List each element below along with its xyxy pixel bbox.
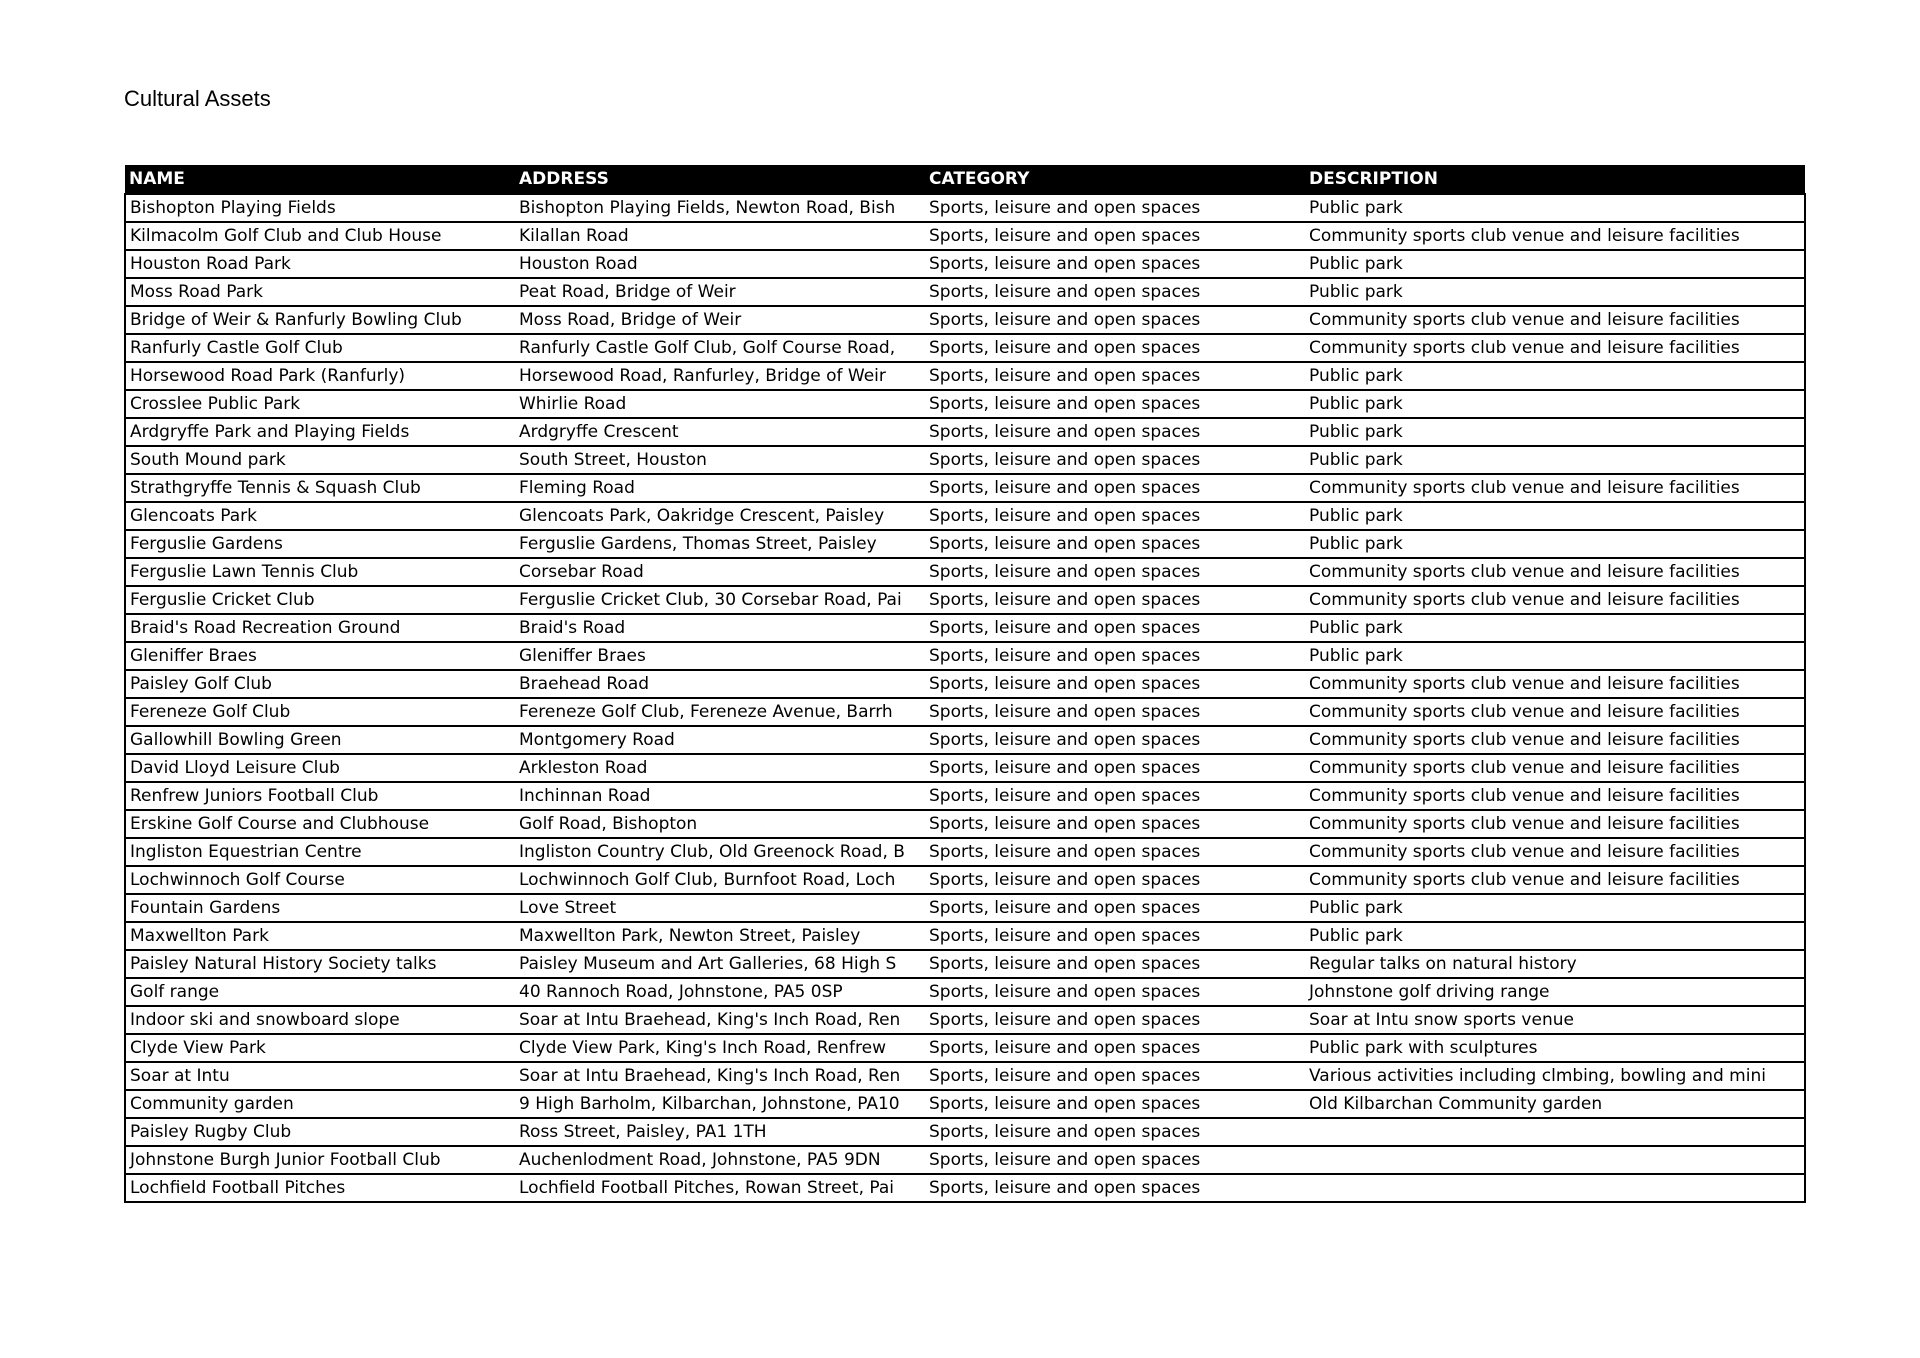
cell-description: Public park bbox=[1305, 446, 1805, 474]
cell-name: David Lloyd Leisure Club bbox=[125, 754, 515, 782]
table-row bbox=[125, 838, 1805, 866]
cell-category: Sports, leisure and open spaces bbox=[925, 390, 1305, 418]
cell-category: Sports, leisure and open spaces bbox=[925, 446, 1305, 474]
cell-category: Sports, leisure and open spaces bbox=[925, 614, 1305, 642]
table-row bbox=[125, 278, 1805, 306]
cell-description: Public park bbox=[1305, 502, 1805, 530]
cell-description: Regular talks on natural history bbox=[1305, 950, 1805, 978]
cell-name: Lochwinnoch Golf Course bbox=[125, 866, 515, 894]
cell-address: Love Street bbox=[515, 894, 925, 922]
cell-category: Sports, leisure and open spaces bbox=[925, 922, 1305, 950]
table-header-row bbox=[125, 165, 1805, 194]
cell-address: Auchenlodment Road, Johnstone, PA5 9DN bbox=[515, 1146, 925, 1174]
cell-category: Sports, leisure and open spaces bbox=[925, 278, 1305, 306]
cell-name: Soar at Intu bbox=[125, 1062, 515, 1090]
table-row bbox=[125, 1006, 1805, 1034]
cell-description: Community sports club venue and leisure facilities bbox=[1305, 754, 1805, 782]
cell-category: Sports, leisure and open spaces bbox=[925, 502, 1305, 530]
cell-category: Sports, leisure and open spaces bbox=[925, 1006, 1305, 1034]
cell-name: Indoor ski and snowboard slope bbox=[125, 1006, 515, 1034]
cell-address: Paisley Museum and Art Galleries, 68 High S bbox=[515, 950, 925, 978]
cell-address: Braehead Road bbox=[515, 670, 925, 698]
cell-name: Crosslee Public Park bbox=[125, 390, 515, 418]
cell-address: Ross Street, Paisley, PA1 1TH bbox=[515, 1118, 925, 1146]
table-row bbox=[125, 726, 1805, 754]
cell-address: Arkleston Road bbox=[515, 754, 925, 782]
table-row bbox=[125, 306, 1805, 334]
cell-address: Glencoats Park, Oakridge Crescent, Paisley bbox=[515, 502, 925, 530]
cell-name: Bridge of Weir & Ranfurly Bowling Club bbox=[125, 306, 515, 334]
cell-address: Fereneze Golf Club, Fereneze Avenue, Barrh bbox=[515, 698, 925, 726]
cell-address: Moss Road, Bridge of Weir bbox=[515, 306, 925, 334]
cell-category: Sports, leisure and open spaces bbox=[925, 838, 1305, 866]
cell-category: Sports, leisure and open spaces bbox=[925, 782, 1305, 810]
cell-description: Johnstone golf driving range bbox=[1305, 978, 1805, 1006]
cell-name: Ferguslie Gardens bbox=[125, 530, 515, 558]
cell-description: Public park with sculptures bbox=[1305, 1034, 1805, 1062]
table-row bbox=[125, 810, 1805, 838]
cell-address: Fleming Road bbox=[515, 474, 925, 502]
cell-address: Clyde View Park, King's Inch Road, Renfrew bbox=[515, 1034, 925, 1062]
cell-address: Peat Road, Bridge of Weir bbox=[515, 278, 925, 306]
cell-category: Sports, leisure and open spaces bbox=[925, 698, 1305, 726]
cell-description: Community sports club venue and leisure facilities bbox=[1305, 306, 1805, 334]
cell-category: Sports, leisure and open spaces bbox=[925, 1146, 1305, 1174]
cell-description: Community sports club venue and leisure facilities bbox=[1305, 698, 1805, 726]
cell-description: Public park bbox=[1305, 530, 1805, 558]
cell-name: Golf range bbox=[125, 978, 515, 1006]
cell-description bbox=[1305, 1118, 1805, 1146]
cell-description: Public park bbox=[1305, 614, 1805, 642]
table-row bbox=[125, 530, 1805, 558]
cell-name: Maxwellton Park bbox=[125, 922, 515, 950]
cell-name: Kilmacolm Golf Club and Club House bbox=[125, 222, 515, 250]
assets-table bbox=[124, 165, 1806, 1203]
cell-address: South Street, Houston bbox=[515, 446, 925, 474]
cell-description: Community sports club venue and leisure facilities bbox=[1305, 726, 1805, 754]
cell-name: Fountain Gardens bbox=[125, 894, 515, 922]
cell-category: Sports, leisure and open spaces bbox=[925, 1118, 1305, 1146]
cell-category: Sports, leisure and open spaces bbox=[925, 866, 1305, 894]
header-description: DESCRIPTION bbox=[1305, 165, 1805, 194]
cell-description: Community sports club venue and leisure facilities bbox=[1305, 558, 1805, 586]
cell-category: Sports, leisure and open spaces bbox=[925, 950, 1305, 978]
cell-description: Community sports club venue and leisure facilities bbox=[1305, 838, 1805, 866]
table-row bbox=[125, 866, 1805, 894]
cell-address: Braid's Road bbox=[515, 614, 925, 642]
cell-description bbox=[1305, 1174, 1805, 1202]
cell-name: Clyde View Park bbox=[125, 1034, 515, 1062]
cell-category: Sports, leisure and open spaces bbox=[925, 810, 1305, 838]
table-row bbox=[125, 586, 1805, 614]
table-row bbox=[125, 614, 1805, 642]
cell-description: Community sports club venue and leisure facilities bbox=[1305, 222, 1805, 250]
cell-address: 9 High Barholm, Kilbarchan, Johnstone, PA10 bbox=[515, 1090, 925, 1118]
cell-address: Montgomery Road bbox=[515, 726, 925, 754]
table-row bbox=[125, 418, 1805, 446]
cell-category: Sports, leisure and open spaces bbox=[925, 894, 1305, 922]
header-category: CATEGORY bbox=[925, 165, 1305, 194]
cell-address: Ranfurly Castle Golf Club, Golf Course Road, bbox=[515, 334, 925, 362]
table-row bbox=[125, 642, 1805, 670]
cell-address: Houston Road bbox=[515, 250, 925, 278]
table-row bbox=[125, 194, 1805, 222]
cell-description: Public park bbox=[1305, 362, 1805, 390]
table-row bbox=[125, 222, 1805, 250]
cell-description: Public park bbox=[1305, 390, 1805, 418]
cell-name: Lochfield Football Pitches bbox=[125, 1174, 515, 1202]
cell-category: Sports, leisure and open spaces bbox=[925, 530, 1305, 558]
cell-address: Ferguslie Cricket Club, 30 Corsebar Road, Pai bbox=[515, 586, 925, 614]
table-row bbox=[125, 950, 1805, 978]
cell-name: Paisley Golf Club bbox=[125, 670, 515, 698]
cell-address: Ardgryffe Crescent bbox=[515, 418, 925, 446]
cell-description: Public park bbox=[1305, 418, 1805, 446]
cell-category: Sports, leisure and open spaces bbox=[925, 1034, 1305, 1062]
cell-description: Public park bbox=[1305, 250, 1805, 278]
cell-name: Ardgryffe Park and Playing Fields bbox=[125, 418, 515, 446]
cell-address: Ingliston Country Club, Old Greenock Road, B bbox=[515, 838, 925, 866]
cell-name: Ranfurly Castle Golf Club bbox=[125, 334, 515, 362]
table-row bbox=[125, 698, 1805, 726]
cell-address: 40 Rannoch Road, Johnstone, PA5 0SP bbox=[515, 978, 925, 1006]
table-row bbox=[125, 670, 1805, 698]
table-row bbox=[125, 446, 1805, 474]
cell-category: Sports, leisure and open spaces bbox=[925, 1090, 1305, 1118]
cell-category: Sports, leisure and open spaces bbox=[925, 334, 1305, 362]
cell-description: Community sports club venue and leisure facilities bbox=[1305, 810, 1805, 838]
cell-address: Lochwinnoch Golf Club, Burnfoot Road, Loch bbox=[515, 866, 925, 894]
table-row bbox=[125, 250, 1805, 278]
table-row bbox=[125, 1146, 1805, 1174]
cell-category: Sports, leisure and open spaces bbox=[925, 754, 1305, 782]
table-body bbox=[125, 194, 1805, 1202]
cell-category: Sports, leisure and open spaces bbox=[925, 586, 1305, 614]
cell-address: Golf Road, Bishopton bbox=[515, 810, 925, 838]
cell-name: Ferguslie Lawn Tennis Club bbox=[125, 558, 515, 586]
cell-description: Community sports club venue and leisure facilities bbox=[1305, 866, 1805, 894]
cell-category: Sports, leisure and open spaces bbox=[925, 362, 1305, 390]
cell-name: Bishopton Playing Fields bbox=[125, 194, 515, 222]
table-row bbox=[125, 390, 1805, 418]
cell-description: Community sports club venue and leisure facilities bbox=[1305, 586, 1805, 614]
cell-description: Community sports club venue and leisure facilities bbox=[1305, 334, 1805, 362]
cell-address: Kilallan Road bbox=[515, 222, 925, 250]
cell-category: Sports, leisure and open spaces bbox=[925, 642, 1305, 670]
cell-category: Sports, leisure and open spaces bbox=[925, 222, 1305, 250]
cell-address: Inchinnan Road bbox=[515, 782, 925, 810]
cell-description: Community sports club venue and leisure facilities bbox=[1305, 670, 1805, 698]
cell-name: Ferguslie Cricket Club bbox=[125, 586, 515, 614]
cell-address: Gleniffer Braes bbox=[515, 642, 925, 670]
cell-name: Johnstone Burgh Junior Football Club bbox=[125, 1146, 515, 1174]
header-name: NAME bbox=[125, 165, 515, 194]
cell-name: Horsewood Road Park (Ranfurly) bbox=[125, 362, 515, 390]
cell-name: Renfrew Juniors Football Club bbox=[125, 782, 515, 810]
table-row bbox=[125, 782, 1805, 810]
cell-category: Sports, leisure and open spaces bbox=[925, 474, 1305, 502]
cell-address: Soar at Intu Braehead, King's Inch Road, Ren bbox=[515, 1006, 925, 1034]
cell-address: Ferguslie Gardens, Thomas Street, Paisley bbox=[515, 530, 925, 558]
table-row bbox=[125, 1062, 1805, 1090]
cell-address: Lochfield Football Pitches, Rowan Street, Pai bbox=[515, 1174, 925, 1202]
cell-name: Braid's Road Recreation Ground bbox=[125, 614, 515, 642]
table-row bbox=[125, 1174, 1805, 1202]
table-row bbox=[125, 502, 1805, 530]
cell-name: Paisley Natural History Society talks bbox=[125, 950, 515, 978]
table-row bbox=[125, 978, 1805, 1006]
cell-description: Public park bbox=[1305, 894, 1805, 922]
cell-category: Sports, leisure and open spaces bbox=[925, 1062, 1305, 1090]
cell-category: Sports, leisure and open spaces bbox=[925, 418, 1305, 446]
cell-description: Community sports club venue and leisure facilities bbox=[1305, 474, 1805, 502]
cell-name: Moss Road Park bbox=[125, 278, 515, 306]
cell-description: Public park bbox=[1305, 642, 1805, 670]
table-row bbox=[125, 334, 1805, 362]
table-row bbox=[125, 894, 1805, 922]
table-row bbox=[125, 1118, 1805, 1146]
table-row bbox=[125, 1034, 1805, 1062]
cell-description: Public park bbox=[1305, 278, 1805, 306]
table-row bbox=[125, 754, 1805, 782]
cell-category: Sports, leisure and open spaces bbox=[925, 1174, 1305, 1202]
cell-category: Sports, leisure and open spaces bbox=[925, 306, 1305, 334]
cell-address: Soar at Intu Braehead, King's Inch Road, Ren bbox=[515, 1062, 925, 1090]
cell-address: Bishopton Playing Fields, Newton Road, Bish bbox=[515, 194, 925, 222]
cell-description bbox=[1305, 1146, 1805, 1174]
cell-description: Community sports club venue and leisure facilities bbox=[1305, 782, 1805, 810]
cell-address: Horsewood Road, Ranfurley, Bridge of Weir bbox=[515, 362, 925, 390]
cell-description: Old Kilbarchan Community garden bbox=[1305, 1090, 1805, 1118]
cell-name: Glencoats Park bbox=[125, 502, 515, 530]
cell-name: Fereneze Golf Club bbox=[125, 698, 515, 726]
header-address: ADDRESS bbox=[515, 165, 925, 194]
table-row bbox=[125, 362, 1805, 390]
cell-name: Houston Road Park bbox=[125, 250, 515, 278]
cell-category: Sports, leisure and open spaces bbox=[925, 194, 1305, 222]
cell-category: Sports, leisure and open spaces bbox=[925, 670, 1305, 698]
cell-description: Various activities including clmbing, bowling and mini bbox=[1305, 1062, 1805, 1090]
cell-name: Gallowhill Bowling Green bbox=[125, 726, 515, 754]
cell-name: South Mound park bbox=[125, 446, 515, 474]
cell-category: Sports, leisure and open spaces bbox=[925, 978, 1305, 1006]
cell-category: Sports, leisure and open spaces bbox=[925, 558, 1305, 586]
cell-name: Paisley Rugby Club bbox=[125, 1118, 515, 1146]
cell-name: Erskine Golf Course and Clubhouse bbox=[125, 810, 515, 838]
cell-name: Ingliston Equestrian Centre bbox=[125, 838, 515, 866]
cell-address: Whirlie Road bbox=[515, 390, 925, 418]
table-row bbox=[125, 474, 1805, 502]
table-row bbox=[125, 922, 1805, 950]
page-title: Cultural Assets bbox=[124, 86, 271, 111]
cell-address: Maxwellton Park, Newton Street, Paisley bbox=[515, 922, 925, 950]
cell-name: Gleniffer Braes bbox=[125, 642, 515, 670]
cell-description: Public park bbox=[1305, 194, 1805, 222]
table-row bbox=[125, 1090, 1805, 1118]
cell-name: Strathgryffe Tennis & Squash Club bbox=[125, 474, 515, 502]
cell-description: Soar at Intu snow sports venue bbox=[1305, 1006, 1805, 1034]
table-row bbox=[125, 558, 1805, 586]
cell-category: Sports, leisure and open spaces bbox=[925, 726, 1305, 754]
cell-description: Public park bbox=[1305, 922, 1805, 950]
cell-address: Corsebar Road bbox=[515, 558, 925, 586]
cell-category: Sports, leisure and open spaces bbox=[925, 250, 1305, 278]
cell-name: Community garden bbox=[125, 1090, 515, 1118]
